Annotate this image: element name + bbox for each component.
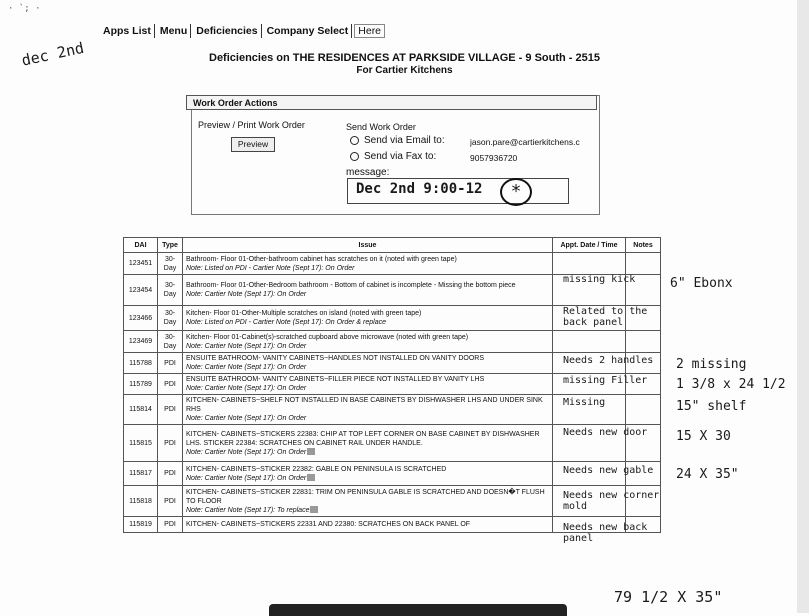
cell-type: PDI (158, 395, 183, 425)
issue-text: KITCHEN- CABINETS~STICKER 22831: TRIM ON PENINSULA GABLE IS SCRATCHED AND DOESN�T FLUSH TO FLOOR (186, 488, 545, 505)
issue-note (186, 318, 549, 327)
handwritten-appt-note: Needs new corner mold (563, 490, 660, 512)
cell-issue (183, 253, 553, 275)
nav-company-select[interactable]: Company Select (264, 24, 353, 38)
issue-text: ENSUITE BATHROOM- VANITY CABINETS~HANDLES NOT INSTALLED ON VANITY DOORS (186, 355, 485, 362)
issue-text: KITCHEN- CABINETS~STICKER 22382: GABLE ON PENINSULA IS SCRATCHED (186, 465, 447, 473)
handwritten-appt-note: Needs new gable (563, 465, 654, 476)
issue-text: Bathroom- Floor 01-Other-bathroom cabinet has scratches on it (noted with green tape) (186, 255, 457, 263)
handwritten-side-note: 1 3/8 x 24 1/2 (676, 377, 786, 392)
cell-dai[interactable]: 123466 (124, 306, 158, 331)
cell-type: PDI (158, 374, 183, 395)
issue-note (186, 363, 549, 372)
cell-dai[interactable]: 115789 (124, 374, 158, 395)
cell-dai[interactable]: 123469 (124, 331, 158, 353)
handwritten-date-note: dec 2nd (20, 38, 86, 70)
issue-note-text: Note: Cartier Note (Sept 17): On Order (186, 415, 307, 422)
issue-note (186, 448, 549, 457)
issue-note-text: Note: Listed on PDI - Cartier Note (Sept 17): On Order (186, 264, 355, 272)
cell-type: PDI (158, 353, 183, 374)
scan-edge (797, 0, 809, 613)
cell-type: 30-Day (158, 306, 183, 331)
table-row (124, 331, 661, 353)
header-dai[interactable]: DAI (124, 238, 158, 253)
cell-issue (183, 331, 553, 353)
issue-note (186, 264, 549, 273)
issue-note-text: Note: Cartier Note (Sept 17): On Order (186, 342, 307, 350)
cell-notes (626, 253, 661, 275)
handwritten-side-note: 24 X 35" (676, 467, 739, 482)
header-issue[interactable]: Issue (183, 238, 553, 253)
fax-radio[interactable] (350, 152, 359, 161)
issue-note-text: Note: Cartier Note (Sept 17): On Order (186, 474, 307, 482)
cell-dai[interactable]: 115818 (124, 486, 158, 517)
bottom-bar (269, 604, 567, 616)
cell-issue (183, 425, 553, 462)
header-type[interactable]: Type (158, 238, 183, 253)
cell-type: 30-Day (158, 275, 183, 306)
handwritten-appt-note: Related to the back panel (563, 306, 648, 328)
issue-note-text: Note: Listed on PDI - Cartier Note (Sept 17): On Order & replace (186, 319, 386, 326)
cell-appt (553, 253, 626, 275)
cell-issue (183, 374, 553, 395)
issue-note (186, 474, 549, 483)
photo-icon[interactable] (310, 506, 318, 513)
handwritten-appt-note: Needs 2 handles (563, 355, 654, 366)
nav-menu[interactable]: Menu (157, 24, 191, 38)
handwritten-appt-note: missing Filler (563, 375, 648, 386)
cell-issue (183, 275, 553, 306)
photo-icon[interactable] (307, 474, 315, 481)
nav-apps-list[interactable]: Apps List (100, 24, 155, 38)
cell-dai[interactable]: 115788 (124, 353, 158, 374)
photo-icon[interactable] (307, 448, 315, 455)
cell-notes (626, 331, 661, 353)
handwritten-message: Dec 2nd 9:00-12 (356, 181, 483, 197)
cell-issue (183, 306, 553, 331)
corner-scribble: · `; · (8, 4, 41, 14)
email-label: Send via Email to: (364, 135, 445, 146)
issue-note-text: Note: Cartier Note (Sept 17): On Order (186, 448, 307, 456)
email-input[interactable]: jason.pare@cartierkitchens.c (470, 137, 580, 147)
cell-issue (183, 462, 553, 486)
page-subtitle: For Cartier Kitchens (356, 65, 453, 76)
nav-here[interactable]: Here (354, 24, 385, 38)
handwritten-appt-note: Missing (563, 397, 606, 408)
cell-issue (183, 486, 553, 517)
table-row (124, 253, 661, 275)
issue-note-text: Note: Cartier Note (Sept 17): To replace (186, 506, 310, 514)
preview-button[interactable]: Preview (231, 137, 275, 152)
handwritten-appt-note: Needs new door (563, 427, 648, 438)
cell-dai[interactable]: 123454 (124, 275, 158, 306)
issue-note (186, 414, 549, 423)
handwritten-appt-note: Needs new back panel (563, 522, 648, 544)
handwritten-appt-note: missing kick (563, 274, 636, 285)
page-title: Deficiencies on THE RESIDENCES AT PARKSIDE VILLAGE - 9 South - 2515 (209, 52, 600, 64)
cell-type: PDI (158, 486, 183, 517)
cell-type: PDI (158, 462, 183, 486)
cell-dai[interactable]: 115817 (124, 462, 158, 486)
issue-text: Kitchen- Floor 01-Other-Multiple scratches on island (noted with green tape) (186, 310, 422, 317)
cell-dai[interactable]: 115815 (124, 425, 158, 462)
preview-label: Preview / Print Work Order (198, 120, 305, 130)
header-appt[interactable]: Appt. Date / Time (553, 238, 626, 253)
cell-type: 30-Day (158, 331, 183, 353)
handwritten-last-dimension: 79 1/2 X 35" (614, 588, 723, 606)
handwritten-side-note: 6" Ebonx (670, 276, 733, 291)
cell-dai[interactable]: 115814 (124, 395, 158, 425)
send-work-order-label: Send Work Order (346, 122, 416, 132)
issue-note (186, 290, 549, 299)
cell-issue (183, 395, 553, 425)
top-nav (100, 24, 385, 38)
handwritten-side-note: 2 missing (676, 357, 747, 372)
cell-issue (183, 353, 553, 374)
cell-type: 30-Day (158, 253, 183, 275)
cell-type: PDI (158, 517, 183, 533)
handwritten-side-note: 15 X 30 (676, 429, 731, 444)
fax-input[interactable]: 9057936720 (470, 153, 518, 163)
circled-asterisk: * (500, 178, 532, 206)
email-radio[interactable] (350, 136, 359, 145)
issue-note (186, 342, 549, 351)
cell-dai[interactable]: 115819 (124, 517, 158, 533)
handwritten-side-note: 15" shelf (676, 399, 747, 414)
issue-note (186, 384, 549, 393)
issue-text: Bathroom- Floor 01-Other-Bedroom bathroom - Bottom of cabinet is incomplete - Missing the bottom piece (186, 282, 516, 289)
issue-note-text: Note: Cartier Note (Sept 17): On Order (186, 385, 307, 392)
work-order-header: Work Order Actions (186, 95, 597, 110)
issue-text: KITCHEN- CABINETS~STICKERS 22383: CHIP AT TOP LEFT CORNER ON BASE CABINET BY DISHWASHER LHS. STICKER 22384: SCRATCHES ON CABINET RAIL UNDER HANDLE. (186, 430, 540, 447)
header-notes[interactable]: Notes (626, 238, 661, 253)
fax-label: Send via Fax to: (364, 151, 437, 162)
issue-note-text: Note: Cartier Note (Sept 17): On Order (186, 364, 307, 371)
cell-dai[interactable]: 123451 (124, 253, 158, 275)
issue-text: KITCHEN- CABINETS~STICKERS 22331 AND 22380: SCRATCHES ON BACK PANEL OF (186, 521, 471, 528)
cell-issue (183, 517, 553, 533)
issue-text: KITCHEN- CABINETS~SHELF NOT INSTALLED IN BASE CABINETS BY DISHWASHER LHS AND UNDER SINK RHS (186, 397, 543, 413)
message-label: message: (346, 167, 390, 178)
issue-text: ENSUITE BATHROOM- VANITY CABINETS~FILLER PIECE NOT INSTALLED BY VANITY LHS (186, 376, 485, 383)
cell-type: PDI (158, 425, 183, 462)
cell-appt (553, 331, 626, 353)
issue-note (186, 506, 549, 515)
nav-deficiencies[interactable]: Deficiencies (193, 24, 261, 38)
issue-note-text: Note: Cartier Note (Sept 17): On Order (186, 291, 307, 298)
issue-text: Kitchen- Floor 01-Cabinet(s)-scratched cupboard above microwave (noted with green tape) (186, 333, 469, 341)
